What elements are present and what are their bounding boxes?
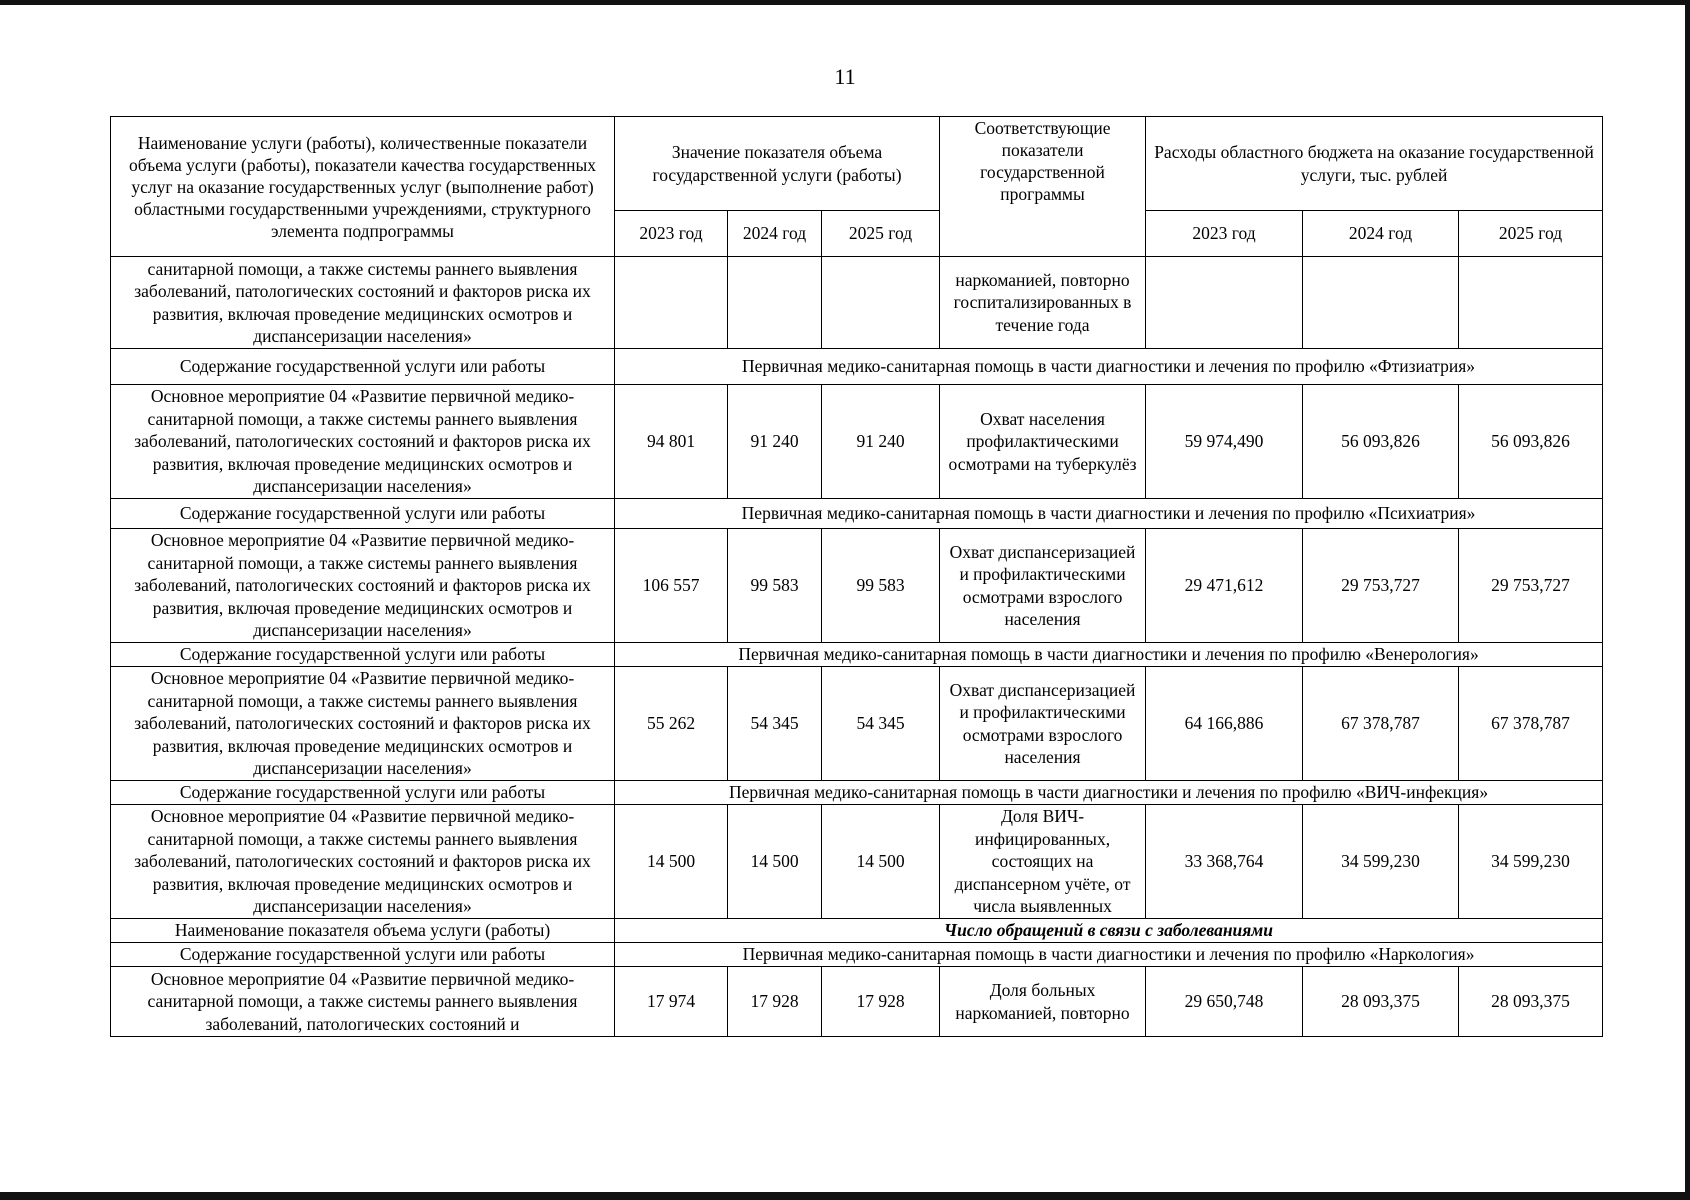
- volume-2025-cell: 99 583: [822, 529, 940, 643]
- header-volume-group: Значение показателя объема государственной услуги (работы): [615, 117, 940, 211]
- table-row: [111, 385, 1603, 499]
- header-year-volume-2025: 2025 год: [822, 211, 940, 257]
- volume-2024-cell: 99 583: [728, 529, 822, 643]
- expense-2024-cell: 34 599,230: [1303, 805, 1459, 919]
- header-year-expense-2023: 2023 год: [1146, 211, 1303, 257]
- expense-2023-cell: 64 166,886: [1146, 667, 1303, 781]
- expense-2023-cell: 29 650,748: [1146, 967, 1303, 1037]
- content-value-cell: Первичная медико-санитарная помощь в части диагностики и лечения по профилю «ВИЧ-инфекция»: [615, 781, 1603, 805]
- program-indicator-cell: Охват диспансеризацией и профилактическими осмотрами взрослого населения: [940, 529, 1146, 643]
- volume-2025-cell: 91 240: [822, 385, 940, 499]
- volume-2024-cell: 91 240: [728, 385, 822, 499]
- cont-program-cell: наркоманией, повторно госпитализированных в течение года: [940, 257, 1146, 349]
- volume-2023-cell: 55 262: [615, 667, 728, 781]
- scan-edge-top: [0, 0, 1690, 5]
- content-value-cell: Первичная медико-санитарная помощь в части диагностики и лечения по профилю «Наркология»: [615, 943, 1603, 967]
- volume-2024-cell: 54 345: [728, 667, 822, 781]
- content-label-cell: Содержание государственной услуги или работы: [111, 349, 615, 385]
- table-row: [111, 805, 1603, 919]
- volume-2023-cell: 14 500: [615, 805, 728, 919]
- measure-name-cell: Основное мероприятие 04 «Развитие первичной медико-санитарной помощи, а также системы раннего выявления заболеваний, патологических состояний и: [111, 967, 615, 1037]
- content-label-cell: Содержание государственной услуги или работы: [111, 499, 615, 529]
- header-name-cell: Наименование услуги (работы), количественные показатели объема услуги (работы), показатели качества государственных услуг на оказание государственных услуг (выполнение работ) областными государственными учреждениями, структурного элемента подпрограммы: [111, 117, 615, 257]
- volume-2023-cell: 106 557: [615, 529, 728, 643]
- program-indicator-cell: Доля больных наркоманией, повторно: [940, 967, 1146, 1037]
- expense-2023-cell: 29 471,612: [1146, 529, 1303, 643]
- cont-empty-cell: [615, 257, 728, 349]
- expense-2025-cell: 67 378,787: [1459, 667, 1603, 781]
- expense-2025-cell: 29 753,727: [1459, 529, 1603, 643]
- budget-table: [110, 116, 1603, 1037]
- measure-name-cell: Основное мероприятие 04 «Развитие первичной медико-санитарной помощи, а также системы раннего выявления заболеваний, патологических состояний и факторов риска их развития, включая проведение медицинских осмотров и диспансеризации населения»: [111, 529, 615, 643]
- expense-2024-cell: 29 753,727: [1303, 529, 1459, 643]
- expense-2025-cell: 56 093,826: [1459, 385, 1603, 499]
- expense-2025-cell: 28 093,375: [1459, 967, 1603, 1037]
- page-number: 11: [834, 64, 856, 89]
- header-year-expense-2024: 2024 год: [1303, 211, 1459, 257]
- expense-2024-cell: 67 378,787: [1303, 667, 1459, 781]
- measure-name-cell: Основное мероприятие 04 «Развитие первичной медико-санитарной помощи, а также системы раннего выявления заболеваний, патологических состояний и факторов риска их развития, включая проведение медицинских осмотров и диспансеризации населения»: [111, 385, 615, 499]
- table-row: [111, 349, 1603, 385]
- volume-2023-cell: 94 801: [615, 385, 728, 499]
- cont-empty-cell: [822, 257, 940, 349]
- expense-2023-cell: 59 974,490: [1146, 385, 1303, 499]
- program-indicator-cell: Охват населения профилактическими осмотрами на туберкулёз: [940, 385, 1146, 499]
- table-row: [111, 643, 1603, 667]
- volume-2023-cell: 17 974: [615, 967, 728, 1037]
- expense-2023-cell: 33 368,764: [1146, 805, 1303, 919]
- table-row: [111, 919, 1603, 943]
- table-row: [111, 529, 1603, 643]
- header-program-cell: Соответствующие показатели государственной программы: [940, 117, 1146, 257]
- table-row: [111, 943, 1603, 967]
- measure-name-cell: Основное мероприятие 04 «Развитие первичной медико-санитарной помощи, а также системы раннего выявления заболеваний, патологических состояний и факторов риска их развития, включая проведение медицинских осмотров и диспансеризации населения»: [111, 667, 615, 781]
- table-row: [111, 499, 1603, 529]
- header-year-volume-2024: 2024 год: [728, 211, 822, 257]
- cont-empty-cell: [1459, 257, 1603, 349]
- content-label-cell: Содержание государственной услуги или работы: [111, 781, 615, 805]
- table-row: [111, 667, 1603, 781]
- volume-2025-cell: 14 500: [822, 805, 940, 919]
- indicator-value-cell: Число обращений в связи с заболеваниями: [615, 919, 1603, 943]
- header-expense-group: Расходы областного бюджета на оказание государственной услуги, тыс. рублей: [1146, 117, 1603, 211]
- content-label-cell: Содержание государственной услуги или работы: [111, 943, 615, 967]
- program-indicator-cell: Охват диспансеризацией и профилактическими осмотрами взрослого населения: [940, 667, 1146, 781]
- content-value-cell: Первичная медико-санитарная помощь в части диагностики и лечения по профилю «Психиатрия»: [615, 499, 1603, 529]
- table-row: [111, 967, 1603, 1037]
- volume-2024-cell: 14 500: [728, 805, 822, 919]
- cont-empty-cell: [1303, 257, 1459, 349]
- content-label-cell: Содержание государственной услуги или работы: [111, 643, 615, 667]
- expense-2024-cell: 28 093,375: [1303, 967, 1459, 1037]
- cont-empty-cell: [728, 257, 822, 349]
- scan-edge-right: [1685, 0, 1690, 1200]
- expense-2024-cell: 56 093,826: [1303, 385, 1459, 499]
- header-year-expense-2025: 2025 год: [1459, 211, 1603, 257]
- volume-2024-cell: 17 928: [728, 967, 822, 1037]
- header-year-volume-2023: 2023 год: [615, 211, 728, 257]
- table-row: [111, 257, 1603, 349]
- measure-name-cell: Основное мероприятие 04 «Развитие первичной медико-санитарной помощи, а также системы раннего выявления заболеваний, патологических состояний и факторов риска их развития, включая проведение медицинских осмотров и диспансеризации населения»: [111, 805, 615, 919]
- indicator-label-cell: Наименование показателя объема услуги (работы): [111, 919, 615, 943]
- program-indicator-cell: Доля ВИЧ-инфицированных, состоящих на диспансерном учёте, от числа выявленных: [940, 805, 1146, 919]
- cont-name-cell: санитарной помощи, а также системы раннего выявления заболеваний, патологических состояний и факторов риска их развития, включая проведение медицинских осмотров и диспансеризации населения»: [111, 257, 615, 349]
- cont-empty-cell: [1146, 257, 1303, 349]
- table-row: [111, 781, 1603, 805]
- volume-2025-cell: 17 928: [822, 967, 940, 1037]
- expense-2025-cell: 34 599,230: [1459, 805, 1603, 919]
- scan-edge-bottom: [0, 1192, 1690, 1200]
- content-value-cell: Первичная медико-санитарная помощь в части диагностики и лечения по профилю «Венерология»: [615, 643, 1603, 667]
- content-value-cell: Первичная медико-санитарная помощь в части диагностики и лечения по профилю «Фтизиатрия»: [615, 349, 1603, 385]
- volume-2025-cell: 54 345: [822, 667, 940, 781]
